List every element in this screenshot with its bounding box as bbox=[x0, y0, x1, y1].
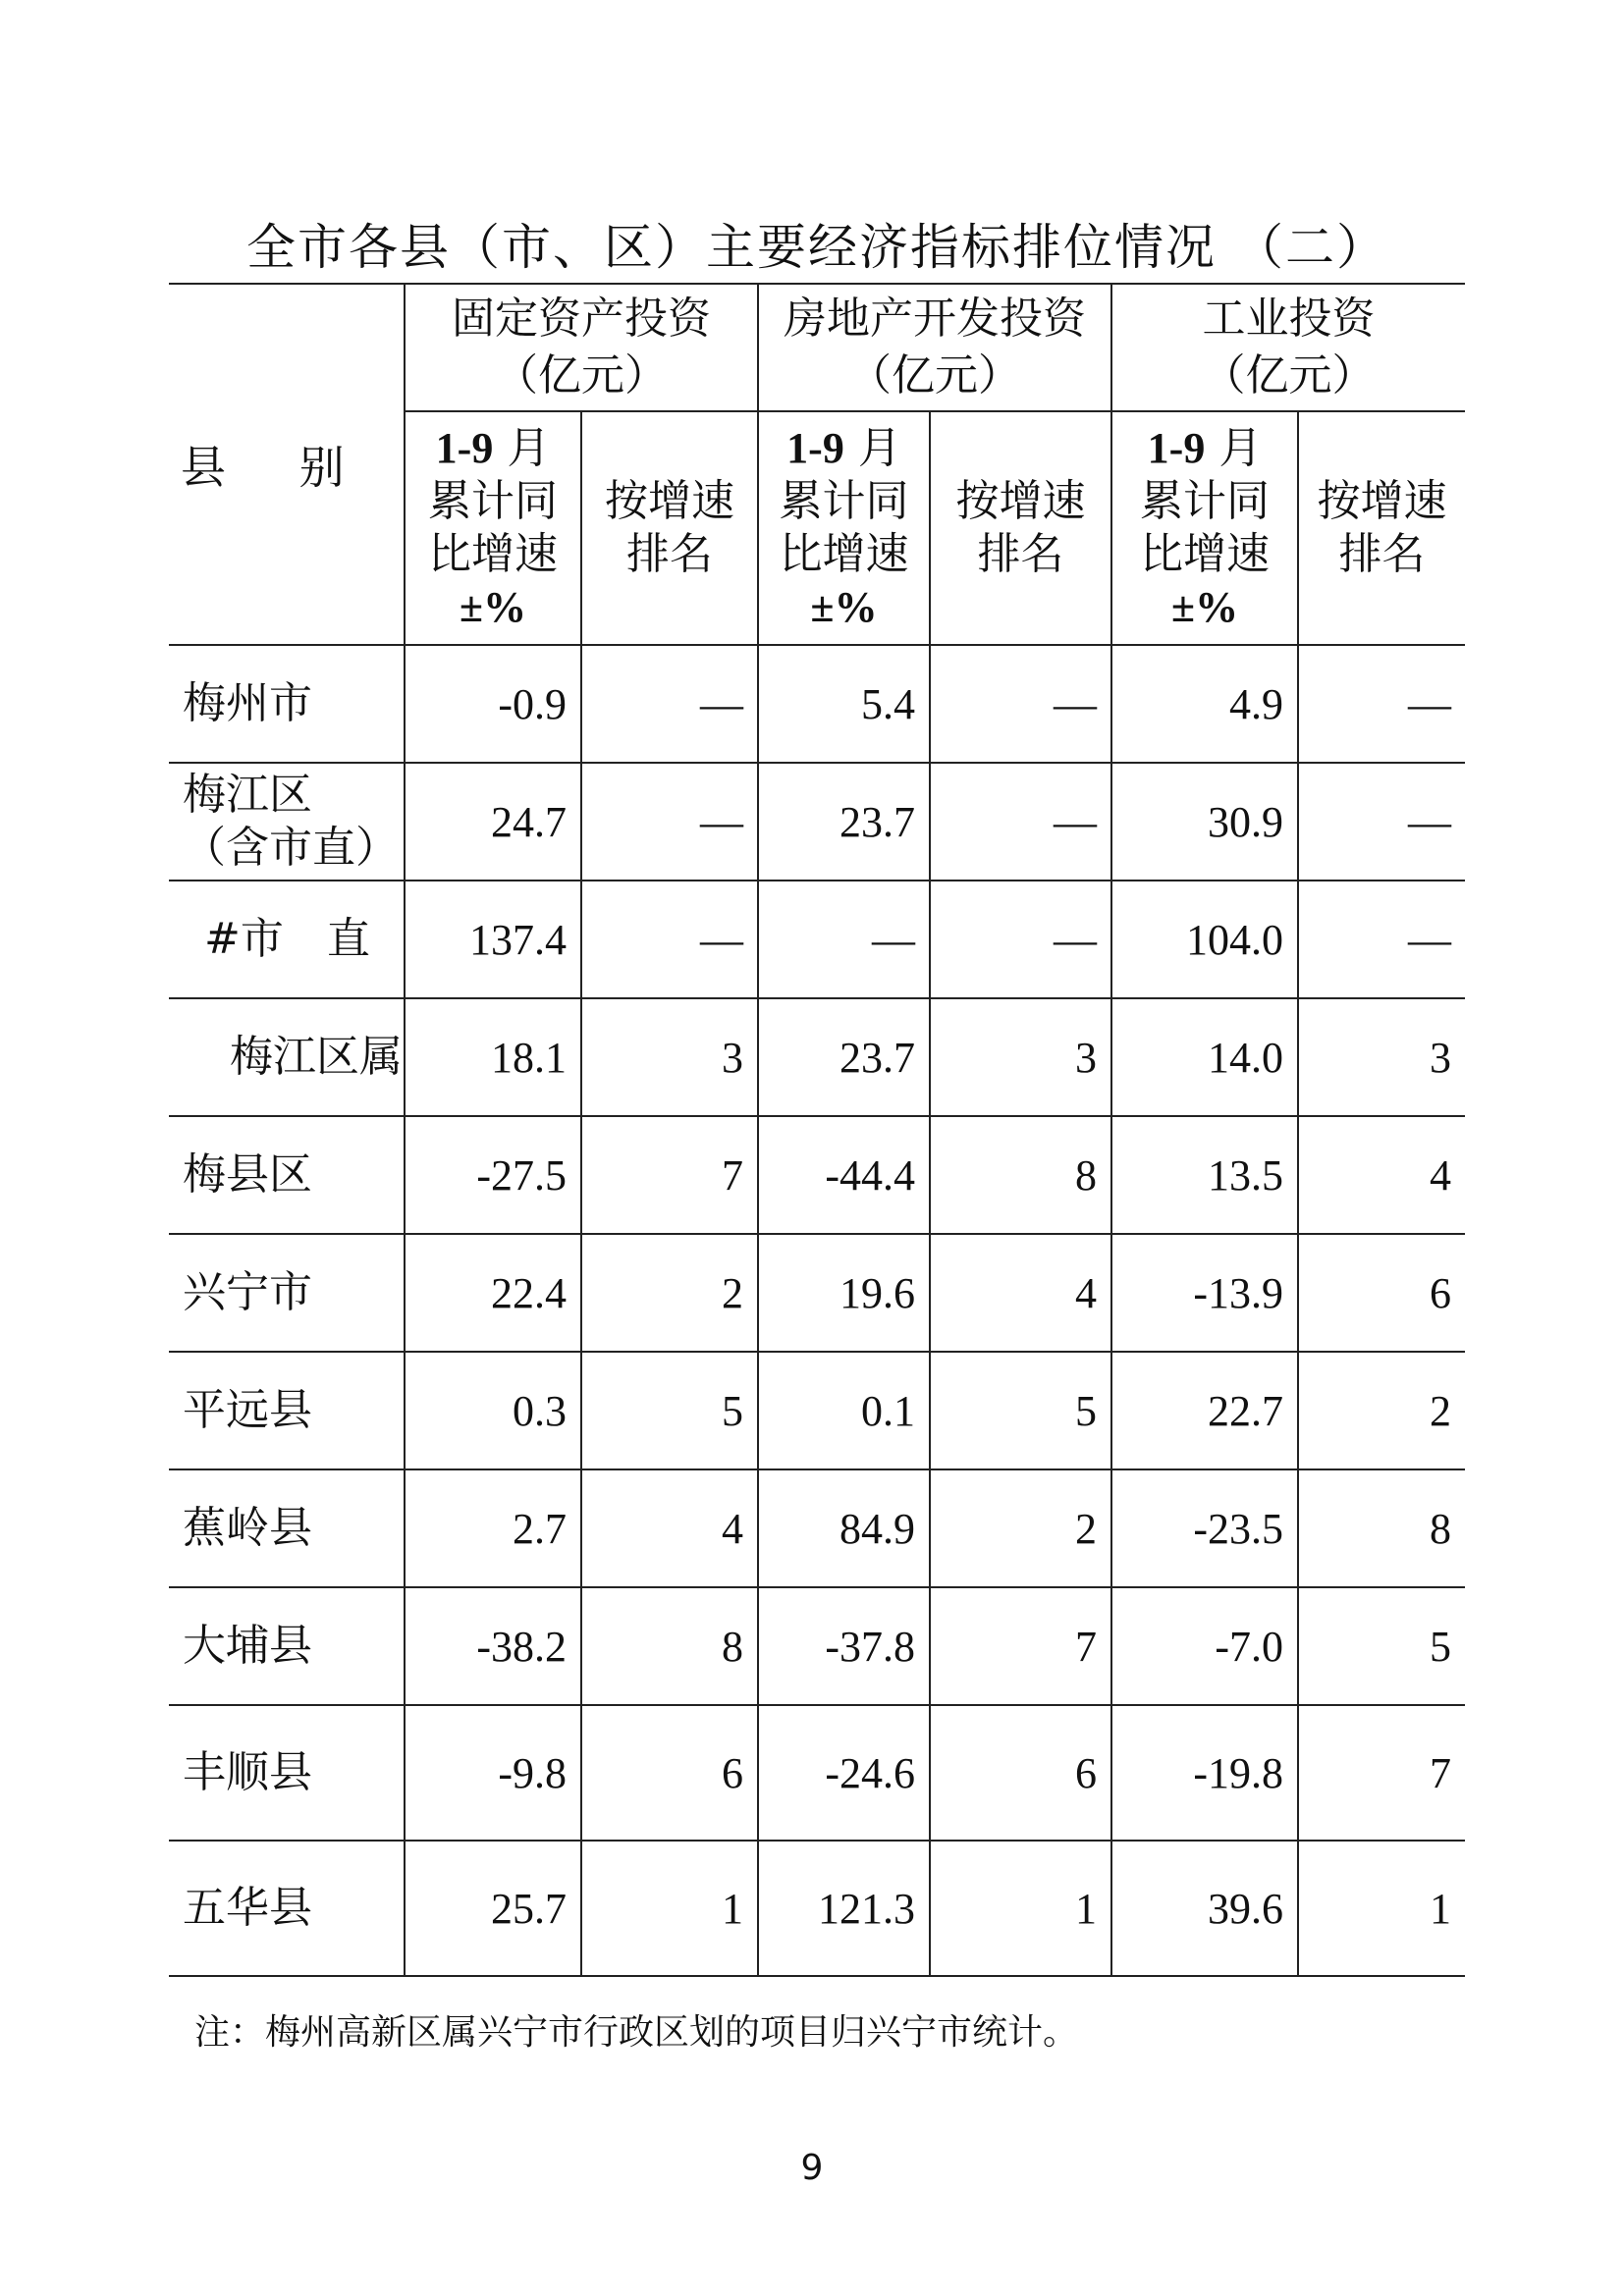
re-rank: 7 bbox=[930, 1587, 1111, 1705]
re-growth: — bbox=[758, 881, 930, 998]
region-name: 梅县区 bbox=[169, 1116, 405, 1234]
region-name: 蕉岭县 bbox=[169, 1469, 405, 1587]
region-name: 大埔县 bbox=[169, 1587, 405, 1705]
fai-rank: — bbox=[581, 763, 758, 881]
region-column-header: 县 别 bbox=[169, 284, 405, 645]
region-name: 丰顺县 bbox=[169, 1705, 405, 1841]
fai-rank: 7 bbox=[581, 1116, 758, 1234]
re-growth: -37.8 bbox=[758, 1587, 930, 1705]
re-growth: -44.4 bbox=[758, 1116, 930, 1234]
ind-rank: — bbox=[1298, 881, 1465, 998]
region-name: 梅江区属 bbox=[169, 998, 405, 1116]
fai-rank: 4 bbox=[581, 1469, 758, 1587]
fai-growth: 18.1 bbox=[405, 998, 581, 1116]
ind-growth: -19.8 bbox=[1111, 1705, 1298, 1841]
region-name: 兴宁市 bbox=[169, 1234, 405, 1352]
re-growth: -24.6 bbox=[758, 1705, 930, 1841]
re-rank: — bbox=[930, 763, 1111, 881]
table-row bbox=[169, 763, 1465, 881]
page-number: 9 bbox=[800, 2148, 824, 2188]
header-row-groups bbox=[169, 284, 1465, 411]
fai-rank: 8 bbox=[581, 1587, 758, 1705]
ind-growth: 4.9 bbox=[1111, 645, 1298, 763]
ind-rank: 8 bbox=[1298, 1469, 1465, 1587]
ind-growth: 14.0 bbox=[1111, 998, 1298, 1116]
rank-header: 按增速 排名 bbox=[1298, 411, 1465, 645]
table-row bbox=[169, 1469, 1465, 1587]
fai-growth: -0.9 bbox=[405, 645, 581, 763]
group-name: 房地产开发投资 bbox=[784, 294, 1086, 344]
ind-growth: 39.6 bbox=[1111, 1841, 1298, 1976]
re-growth: 19.6 bbox=[758, 1234, 930, 1352]
re-growth: 23.7 bbox=[758, 998, 930, 1116]
fai-growth: 2.7 bbox=[405, 1469, 581, 1587]
fai-growth: -9.8 bbox=[405, 1705, 581, 1841]
ind-rank: 1 bbox=[1298, 1841, 1465, 1976]
re-rank: 4 bbox=[930, 1234, 1111, 1352]
ind-rank: 4 bbox=[1298, 1116, 1465, 1234]
ind-growth: 104.0 bbox=[1111, 881, 1298, 998]
ind-growth: 30.9 bbox=[1111, 763, 1298, 881]
page-title: 全市各县（市、区）主要经济指标排位情况 （二） bbox=[246, 219, 1387, 276]
group-unit: （亿元） bbox=[495, 350, 668, 400]
fai-growth: 137.4 bbox=[405, 881, 581, 998]
re-rank: 3 bbox=[930, 998, 1111, 1116]
group-unit: （亿元） bbox=[1202, 350, 1376, 400]
ind-growth: -23.5 bbox=[1111, 1469, 1298, 1587]
ind-rank: 2 bbox=[1298, 1352, 1465, 1469]
fai-rank: 1 bbox=[581, 1841, 758, 1976]
re-growth: 23.7 bbox=[758, 763, 930, 881]
group-unit: （亿元） bbox=[848, 350, 1021, 400]
table-row bbox=[169, 645, 1465, 763]
region-name: 梅州市 bbox=[169, 645, 405, 763]
fai-growth: 0.3 bbox=[405, 1352, 581, 1469]
footnote: 注：梅州高新区属兴宁市行政区划的项目归兴宁市统计。 bbox=[194, 2012, 1079, 2053]
table-row bbox=[169, 1234, 1465, 1352]
region-name: #市 直 bbox=[169, 881, 405, 998]
ind-rank: 3 bbox=[1298, 998, 1465, 1116]
ind-growth: 22.7 bbox=[1111, 1352, 1298, 1469]
fai-growth: -38.2 bbox=[405, 1587, 581, 1705]
growth-header: 1-9 月 累计同 比增速 ±% bbox=[758, 411, 930, 645]
table-row bbox=[169, 881, 1465, 998]
table-row bbox=[169, 1841, 1465, 1976]
table-row bbox=[169, 1705, 1465, 1841]
fai-rank: 5 bbox=[581, 1352, 758, 1469]
fixed-asset-header bbox=[405, 284, 758, 411]
fai-rank: — bbox=[581, 881, 758, 998]
region-name: 平远县 bbox=[169, 1352, 405, 1469]
ind-growth: 13.5 bbox=[1111, 1116, 1298, 1234]
ind-growth: -7.0 bbox=[1111, 1587, 1298, 1705]
re-rank: 2 bbox=[930, 1469, 1111, 1587]
fai-growth: -27.5 bbox=[405, 1116, 581, 1234]
table-row bbox=[169, 1116, 1465, 1234]
indicator-table bbox=[169, 283, 1465, 1977]
fai-rank: 3 bbox=[581, 998, 758, 1116]
group-name: 工业投资 bbox=[1202, 294, 1376, 344]
re-growth: 5.4 bbox=[758, 645, 930, 763]
fai-rank: 2 bbox=[581, 1234, 758, 1352]
group-name: 固定资产投资 bbox=[452, 294, 711, 344]
ind-rank: — bbox=[1298, 645, 1465, 763]
rank-header: 按增速 排名 bbox=[581, 411, 758, 645]
fai-growth: 22.4 bbox=[405, 1234, 581, 1352]
re-rank: 5 bbox=[930, 1352, 1111, 1469]
growth-header: 1-9 月 累计同 比增速 ±% bbox=[1111, 411, 1298, 645]
fai-rank: — bbox=[581, 645, 758, 763]
re-growth: 84.9 bbox=[758, 1469, 930, 1587]
industrial-header bbox=[1111, 284, 1465, 411]
ind-rank: 7 bbox=[1298, 1705, 1465, 1841]
rank-header: 按增速 排名 bbox=[930, 411, 1111, 645]
re-rank: 8 bbox=[930, 1116, 1111, 1234]
ind-rank: 6 bbox=[1298, 1234, 1465, 1352]
real-estate-header bbox=[758, 284, 1111, 411]
table-row bbox=[169, 998, 1465, 1116]
ind-rank: 5 bbox=[1298, 1587, 1465, 1705]
fai-growth: 24.7 bbox=[405, 763, 581, 881]
growth-header: 1-9 月 累计同 比增速 ±% bbox=[405, 411, 581, 645]
table-row bbox=[169, 1587, 1465, 1705]
region-name: 梅江区 （含市直） bbox=[169, 763, 405, 881]
re-rank: 6 bbox=[930, 1705, 1111, 1841]
re-growth: 121.3 bbox=[758, 1841, 930, 1976]
re-rank: — bbox=[930, 881, 1111, 998]
ind-growth: -13.9 bbox=[1111, 1234, 1298, 1352]
region-name: 五华县 bbox=[169, 1841, 405, 1976]
table-row bbox=[169, 1352, 1465, 1469]
ind-rank: — bbox=[1298, 763, 1465, 881]
fai-growth: 25.7 bbox=[405, 1841, 581, 1976]
re-growth: 0.1 bbox=[758, 1352, 930, 1469]
fai-rank: 6 bbox=[581, 1705, 758, 1841]
re-rank: 1 bbox=[930, 1841, 1111, 1976]
re-rank: — bbox=[930, 645, 1111, 763]
